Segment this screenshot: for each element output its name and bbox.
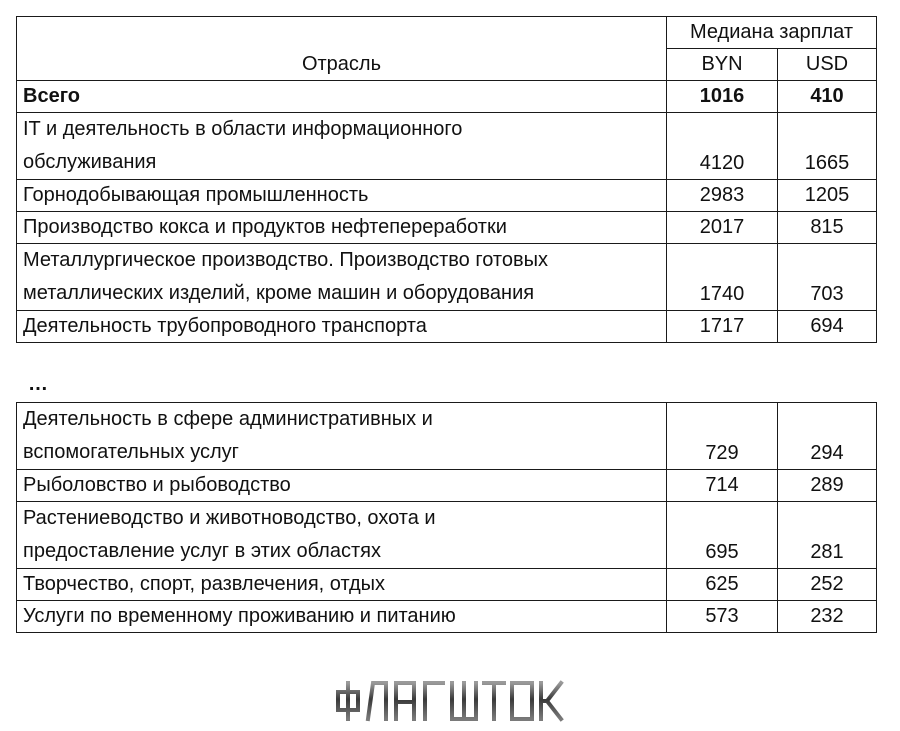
row-industry-line2: обслуживания <box>23 151 157 173</box>
table-row <box>17 569 877 601</box>
table-row <box>17 113 877 180</box>
logo-letter <box>396 683 414 719</box>
row-usd: 294 <box>778 403 877 470</box>
table-row <box>17 180 877 212</box>
row-byn: 1740 <box>667 244 778 311</box>
table-row <box>17 470 877 502</box>
row-byn: 2017 <box>667 212 778 244</box>
logo-letter <box>338 683 358 719</box>
table-row <box>17 311 877 343</box>
row-byn: 1717 <box>667 311 778 343</box>
row-industry: Горнодобывающая промышленность <box>17 180 667 212</box>
header-median-salary: Медиана зарплат <box>667 17 877 49</box>
row-industry-line1: Металлургическое производство. Производство готовых <box>23 249 548 271</box>
row-byn: 695 <box>667 502 778 569</box>
table-row <box>17 403 877 470</box>
row-industry-line1: Растениеводство и животноводство, охота и <box>23 507 436 529</box>
row-industry: Всего <box>17 81 667 113</box>
row-industry-line1: IT и деятельность в области информационного <box>23 118 463 140</box>
row-usd: 815 <box>778 212 877 244</box>
row-industry <box>17 403 667 470</box>
row-industry: Деятельность трубопроводного транспорта <box>17 311 667 343</box>
row-industry <box>17 113 667 180</box>
row-usd: 289 <box>778 470 877 502</box>
table-row <box>17 502 877 569</box>
row-industry <box>17 244 667 311</box>
row-industry-line2: вспомогательных услуг <box>23 441 239 463</box>
row-usd: 1665 <box>778 113 877 180</box>
table-row <box>17 212 877 244</box>
row-industry <box>17 502 667 569</box>
table-row <box>17 601 877 633</box>
salary-table-bottom <box>16 402 877 633</box>
row-industry: Производство кокса и продуктов нефтепереработки <box>17 212 667 244</box>
logo-letter <box>541 683 561 719</box>
row-usd: 281 <box>778 502 877 569</box>
header-byn: BYN <box>667 49 778 81</box>
row-byn: 729 <box>667 403 778 470</box>
row-industry: Услуги по временному проживанию и питанию <box>17 601 667 633</box>
row-usd: 1205 <box>778 180 877 212</box>
row-industry-line2: предоставление услуг в этих областях <box>23 540 381 562</box>
table-row-total <box>17 81 877 113</box>
header-industry: Отрасль <box>17 17 667 81</box>
row-usd: 703 <box>778 244 877 311</box>
logo-letter <box>512 683 532 719</box>
table-row <box>17 244 877 311</box>
row-byn: 714 <box>667 470 778 502</box>
row-industry: Рыболовство и рыбоводство <box>17 470 667 502</box>
logo-letter <box>368 683 386 719</box>
flagshtok-logo <box>332 680 568 722</box>
row-industry: Творчество, спорт, развлечения, отдых <box>17 569 667 601</box>
logo-letter <box>452 683 476 719</box>
omitted-rows-ellipsis: … <box>28 373 48 395</box>
logo-letter <box>484 683 504 719</box>
salary-table-top <box>16 16 877 343</box>
table-header-row <box>17 17 877 49</box>
row-byn: 4120 <box>667 113 778 180</box>
row-industry-line2: металлических изделий, кроме машин и оборудования <box>23 282 535 304</box>
row-usd: 232 <box>778 601 877 633</box>
row-usd: 694 <box>778 311 877 343</box>
row-byn: 2983 <box>667 180 778 212</box>
row-usd: 252 <box>778 569 877 601</box>
row-industry-line1: Деятельность в сфере административных и <box>23 408 433 430</box>
row-byn: 1016 <box>667 81 778 113</box>
row-byn: 573 <box>667 601 778 633</box>
logo-letter <box>425 683 443 719</box>
row-byn: 625 <box>667 569 778 601</box>
row-usd: 410 <box>778 81 877 113</box>
header-usd: USD <box>778 49 877 81</box>
